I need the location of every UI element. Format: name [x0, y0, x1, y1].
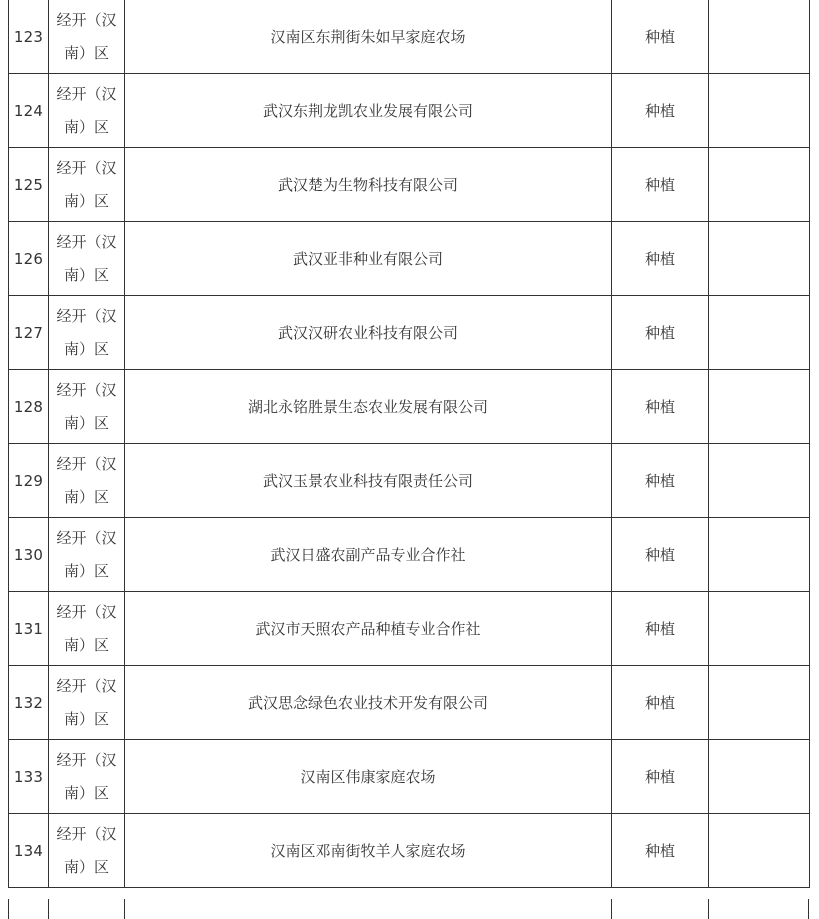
note-cell [709, 444, 810, 518]
district-line: 南）区 [63, 857, 109, 876]
row-number: 133 [9, 740, 49, 814]
note-cell [709, 74, 810, 148]
enterprise-name: 武汉东荆龙凯农业发展有限公司 [125, 74, 612, 148]
row-number: 123 [9, 0, 49, 74]
district-cell [49, 814, 125, 888]
district-line: 南）区 [63, 487, 109, 506]
next-row-edge [8, 899, 809, 919]
district-line: 经开（汉 [56, 454, 117, 473]
enterprise-name: 武汉玉景农业科技有限责任公司 [125, 444, 612, 518]
district-line: 南）区 [63, 339, 109, 358]
district-line: 经开（汉 [56, 602, 117, 621]
district-line: 经开（汉 [56, 306, 117, 325]
note-cell [709, 666, 810, 740]
column-divider [611, 899, 612, 919]
district-line: 经开（汉 [56, 750, 117, 769]
district-line: 经开（汉 [56, 528, 117, 547]
district-cell [49, 666, 125, 740]
note-cell [709, 0, 810, 74]
enterprise-name: 汉南区东荆街朱如早家庭农场 [125, 0, 612, 74]
district-cell [49, 148, 125, 222]
enterprise-name: 武汉汉研农业科技有限公司 [125, 296, 612, 370]
row-number: 131 [9, 592, 49, 666]
district-cell [49, 0, 125, 74]
row-number: 124 [9, 74, 49, 148]
table-row [9, 370, 810, 444]
district-cell [49, 740, 125, 814]
district-cell [49, 74, 125, 148]
district-cell [49, 444, 125, 518]
district-cell [49, 370, 125, 444]
table-body [9, 0, 810, 888]
district-line: 经开（汉 [56, 158, 117, 177]
row-number: 125 [9, 148, 49, 222]
enterprise-table [8, 0, 810, 888]
district-line: 经开（汉 [56, 380, 117, 399]
table-row [9, 0, 810, 74]
table-row [9, 74, 810, 148]
note-cell [709, 222, 810, 296]
listing-sheet [8, 0, 809, 888]
district-line: 南）区 [63, 413, 109, 432]
district-cell [49, 592, 125, 666]
table-row [9, 518, 810, 592]
category-cell: 种植 [612, 444, 709, 518]
district-line: 南）区 [63, 43, 109, 62]
table-row [9, 592, 810, 666]
row-number: 130 [9, 518, 49, 592]
category-cell: 种植 [612, 814, 709, 888]
row-number: 126 [9, 222, 49, 296]
district-line: 经开（汉 [56, 824, 117, 843]
category-cell: 种植 [612, 370, 709, 444]
district-line: 南）区 [63, 191, 109, 210]
note-cell [709, 296, 810, 370]
note-cell [709, 370, 810, 444]
table-row [9, 666, 810, 740]
category-cell: 种植 [612, 0, 709, 74]
table-row [9, 814, 810, 888]
category-cell: 种植 [612, 74, 709, 148]
note-cell [709, 148, 810, 222]
enterprise-name: 武汉楚为生物科技有限公司 [125, 148, 612, 222]
note-cell [709, 814, 810, 888]
category-cell: 种植 [612, 592, 709, 666]
row-number: 127 [9, 296, 49, 370]
enterprise-name: 汉南区伟康家庭农场 [125, 740, 612, 814]
table-row [9, 740, 810, 814]
enterprise-name: 武汉日盛农副产品专业合作社 [125, 518, 612, 592]
district-line: 南）区 [63, 265, 109, 284]
note-cell [709, 740, 810, 814]
district-line: 经开（汉 [56, 232, 117, 251]
district-line: 南）区 [63, 783, 109, 802]
district-cell [49, 296, 125, 370]
table-row [9, 444, 810, 518]
category-cell: 种植 [612, 518, 709, 592]
table-row [9, 296, 810, 370]
column-divider [124, 899, 125, 919]
note-cell [709, 592, 810, 666]
district-cell [49, 518, 125, 592]
district-line: 经开（汉 [56, 10, 117, 29]
row-number: 134 [9, 814, 49, 888]
district-line: 南）区 [63, 635, 109, 654]
district-line: 经开（汉 [56, 84, 117, 103]
note-cell [709, 518, 810, 592]
category-cell: 种植 [612, 740, 709, 814]
district-line: 南）区 [63, 709, 109, 728]
enterprise-name: 武汉思念绿色农业技术开发有限公司 [125, 666, 612, 740]
district-cell [49, 222, 125, 296]
district-line: 南）区 [63, 117, 109, 136]
table-row [9, 222, 810, 296]
district-line: 南）区 [63, 561, 109, 580]
row-number: 129 [9, 444, 49, 518]
enterprise-name: 武汉市天照农产品种植专业合作社 [125, 592, 612, 666]
enterprise-name: 汉南区邓南街牧羊人家庭农场 [125, 814, 612, 888]
category-cell: 种植 [612, 296, 709, 370]
column-divider [48, 899, 49, 919]
category-cell: 种植 [612, 148, 709, 222]
row-number: 132 [9, 666, 49, 740]
column-divider [708, 899, 709, 919]
enterprise-name: 湖北永铭胜景生态农业发展有限公司 [125, 370, 612, 444]
enterprise-name: 武汉亚非种业有限公司 [125, 222, 612, 296]
table-row [9, 148, 810, 222]
category-cell: 种植 [612, 666, 709, 740]
category-cell: 种植 [612, 222, 709, 296]
district-line: 经开（汉 [56, 676, 117, 695]
row-number: 128 [9, 370, 49, 444]
